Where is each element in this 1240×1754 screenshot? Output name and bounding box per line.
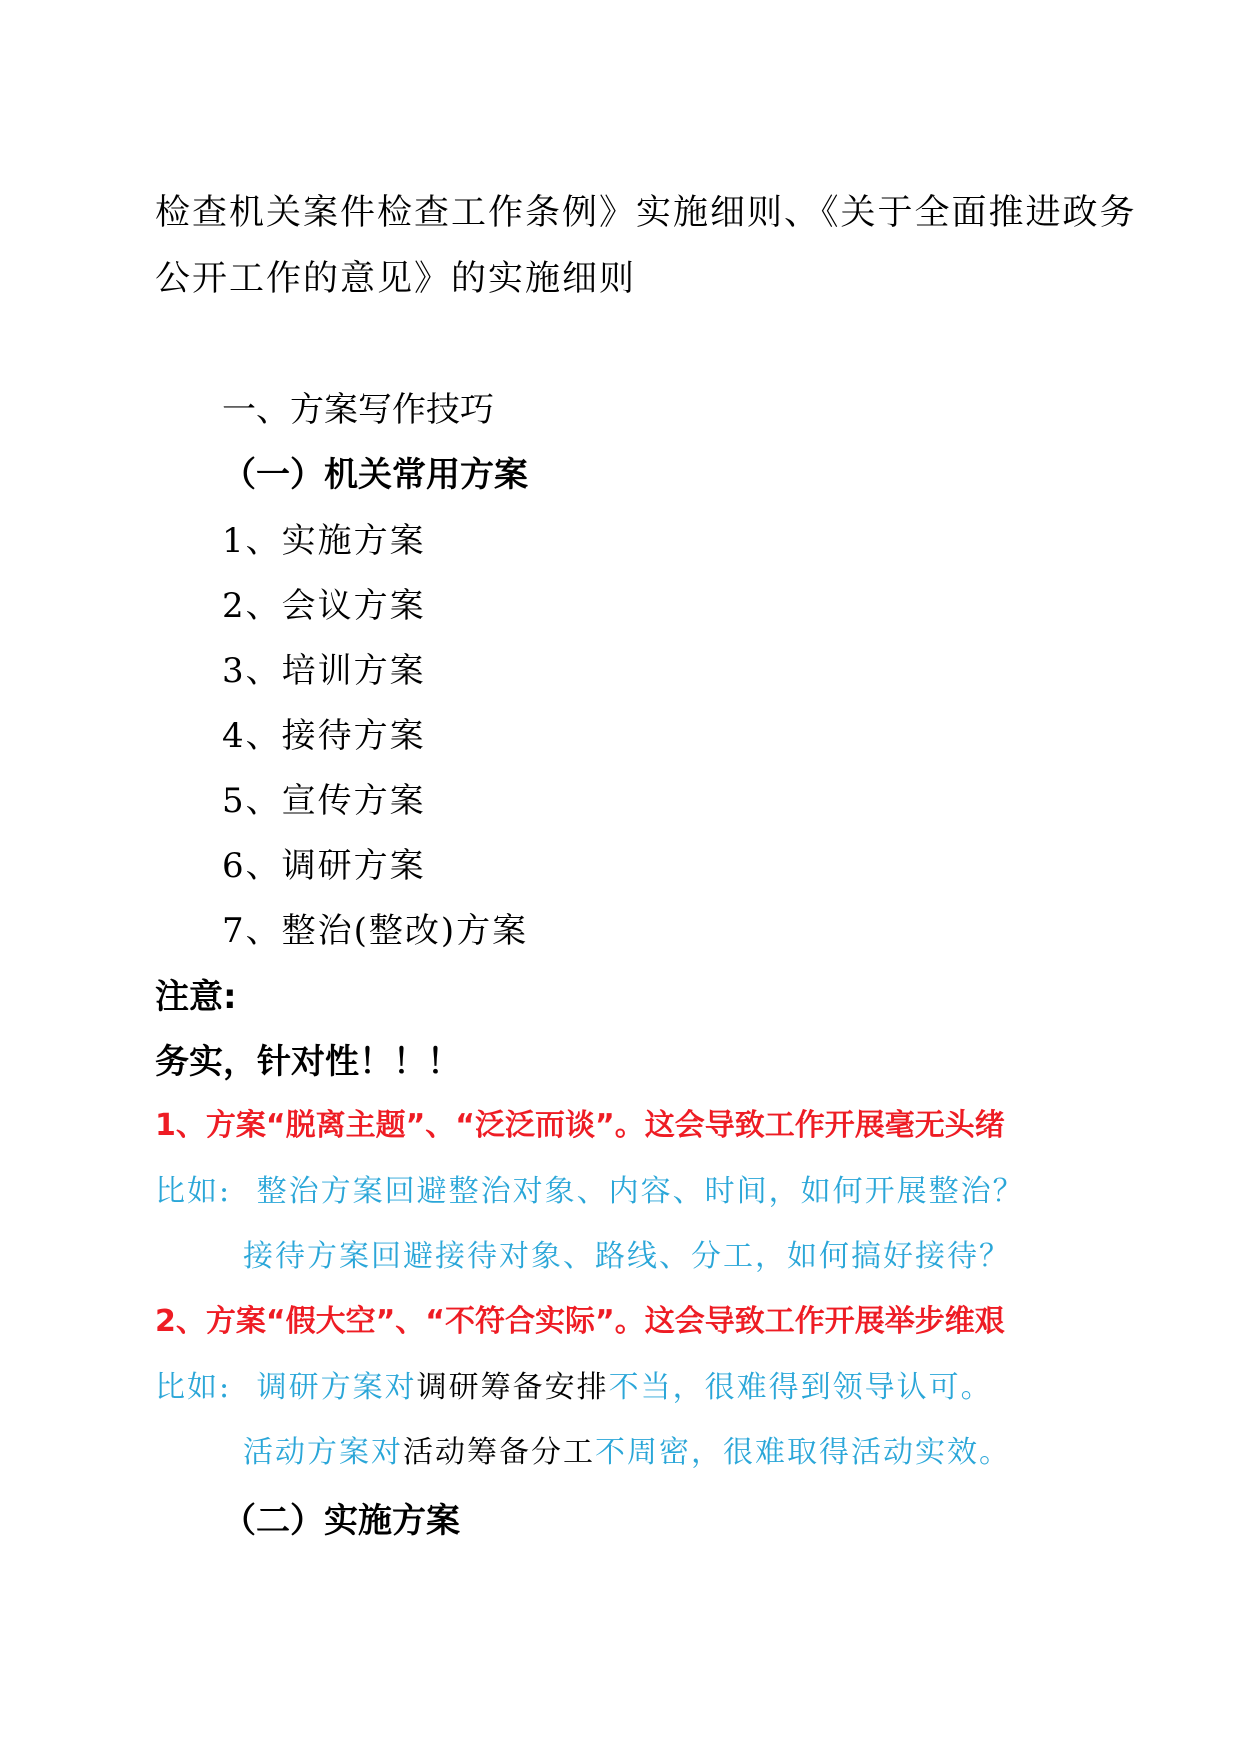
point-1-example-2: 接待方案回避接待对象、路线、分工，如何搞好接待？ bbox=[243, 1239, 1011, 1274]
subsection-heading-1: （一）机关常用方案 bbox=[222, 455, 528, 495]
point-1-title: 1、方案“脱离主题”、“泛泛而谈”。这会导致工作开展毫无头绪 bbox=[155, 1108, 1005, 1143]
example-text: 整治方案回避整治对象、内容、时间，如何开展整治？ bbox=[256, 1174, 1025, 1209]
list-item: 3、培训方案 bbox=[222, 651, 426, 691]
point-2-example-2 bbox=[243, 1435, 1011, 1470]
point-2-example-1 bbox=[155, 1370, 993, 1405]
note-label: 注意: bbox=[155, 977, 237, 1017]
example-text-part-c: 不周密，很难取得活动实效。 bbox=[595, 1435, 1011, 1470]
list-item: 2、会议方案 bbox=[222, 586, 426, 626]
intro-line-2: 公开工作的意见》的实施细则 bbox=[155, 259, 637, 299]
list-item: 1、实施方案 bbox=[222, 521, 426, 561]
example-text-part-c: 不当，很难得到领导认可。 bbox=[608, 1370, 993, 1405]
subsection-heading-2: （二）实施方案 bbox=[222, 1501, 460, 1541]
intro-line-1: 检查机关案件检查工作条例》实施细则、《关于全面推进政务 bbox=[155, 193, 1137, 233]
list-item: 7、整治(整改)方案 bbox=[222, 911, 529, 951]
example-text-part-b: 活动筹备分工 bbox=[403, 1435, 595, 1470]
point-1-example-1 bbox=[155, 1174, 1025, 1209]
example-prefix: 比如: bbox=[155, 1174, 232, 1209]
note-emphasis: 务实，针对性！！！ bbox=[155, 1042, 461, 1082]
example-prefix: 比如: bbox=[155, 1370, 232, 1405]
list-item: 6、调研方案 bbox=[222, 846, 426, 886]
point-2-title: 2、方案“假大空”、“不符合实际”。这会导致工作开展举步维艰 bbox=[155, 1304, 1005, 1339]
list-item: 4、接待方案 bbox=[222, 716, 426, 756]
example-text-part-a: 调研方案对 bbox=[256, 1370, 417, 1405]
section-heading: 一、方案写作技巧 bbox=[222, 390, 494, 430]
example-text-part-a: 活动方案对 bbox=[243, 1435, 403, 1470]
list-item: 5、宣传方案 bbox=[222, 781, 426, 821]
example-text-part-b: 调研筹备安排 bbox=[416, 1370, 609, 1405]
